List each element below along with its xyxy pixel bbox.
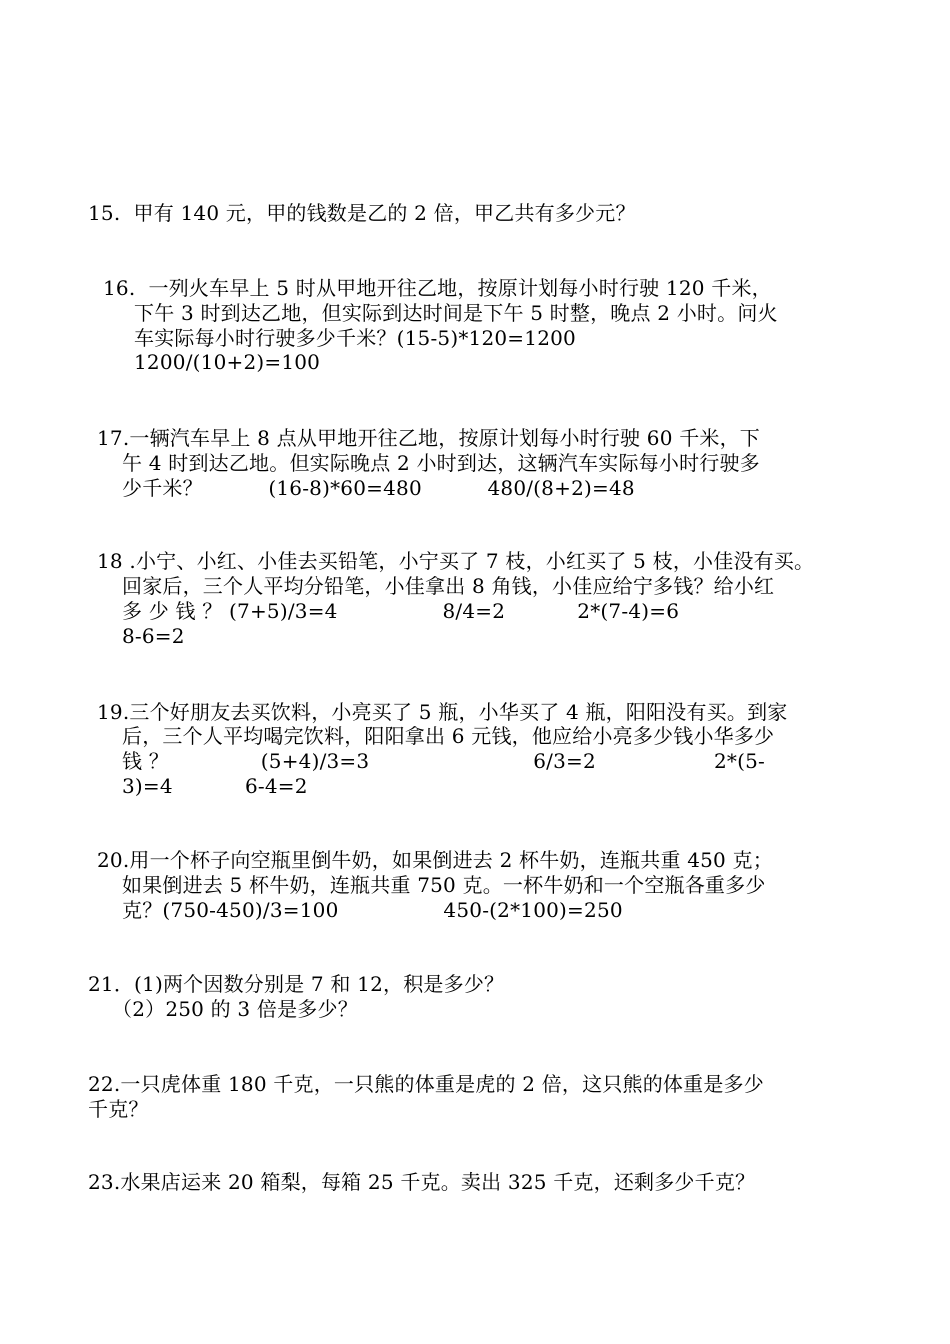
problem-17-line-1: 17.一辆汽车早上 8 点从甲地开往乙地，按原计划每小时行驶 60 千米，下 (97, 426, 761, 450)
problem-15-line-1: 15. 甲有 140 元，甲的钱数是乙的 2 倍，甲乙共有多少元？ (88, 201, 636, 225)
problem-23-line-1: 23.水果店运来 20 箱梨，每箱 25 千克。卖出 325 千克，还剩多少千克？ (88, 1170, 756, 1194)
problem-21-line-2: （2）250 的 3 倍是多少？ (112, 997, 358, 1021)
problem-18-line-1: 18 .小宁、小红、小佳去买铅笔，小宁买了 7 枝，小红买了 5 枝，小佳没有买。 (97, 549, 815, 573)
problem-21-line-1: 21．(1)两个因数分别是 7 和 12，积是多少？ (88, 972, 505, 996)
problem-18-line-4: 8-6=2 (122, 624, 185, 648)
problem-16-line-1: 16. 一列火车早上 5 时从甲地开往乙地，按原计划每小时行驶 120 千米， (103, 276, 772, 300)
problem-22-line-1: 22.一只虎体重 180 千克，一只熊的体重是虎的 2 倍，这只熊的体重是多少 (88, 1072, 764, 1096)
problem-16-line-4: 1200/(10+2)=100 (134, 350, 321, 374)
problem-19-line-1: 19.三个好朋友去买饮料，小亮买了 5 瓶，小华买了 4 瓶，阳阳没有买。到家 (97, 700, 788, 724)
problem-17-line-3: 少千米？ (16-8)*60=480 480/(8+2)=48 (122, 476, 635, 500)
problem-18-line-2: 回家后，三个人平均分铅笔，小佳拿出 8 角钱，小佳应给宁多钱？给小红 (122, 574, 775, 598)
problem-22-line-2: 千克？ (88, 1097, 149, 1121)
problem-19-line-4: 3)=4 6-4=2 (122, 774, 308, 798)
problem-20-line-3: 克？(750-450)/3=100 450-(2*100)=250 (122, 898, 623, 922)
problem-19-line-2: 后，三个人平均喝完饮料，阳阳拿出 6 元钱，他应给小亮多少钱小华多少 (122, 724, 775, 748)
problem-20-line-2: 如果倒进去 5 杯牛奶，连瓶共重 750 克。一杯牛奶和一个空瓶各重多少 (122, 873, 766, 897)
problem-16-line-2: 下午 3 时到达乙地，但实际到达时间是下午 5 时整，晚点 2 小时。问火 (134, 301, 778, 325)
problem-19-line-3: 钱 ？ (5+4)/3=3 6/3=2 2*(5- (122, 749, 765, 773)
problem-20-line-1: 20.用一个杯子向空瓶里倒牛奶，如果倒进去 2 杯牛奶，连瓶共重 450 克； (97, 848, 773, 872)
problem-18-line-3: 多 少 钱 ？ (7+5)/3=4 8/4=2 2*(7-4)=6 (122, 599, 680, 623)
problem-17-line-2: 午 4 时到达乙地。但实际晚点 2 小时到达，这辆汽车实际每小时行驶多 (122, 451, 760, 475)
problem-16-line-3: 车实际每小时行驶多少千米？(15-5)*120=1200 (134, 326, 576, 350)
